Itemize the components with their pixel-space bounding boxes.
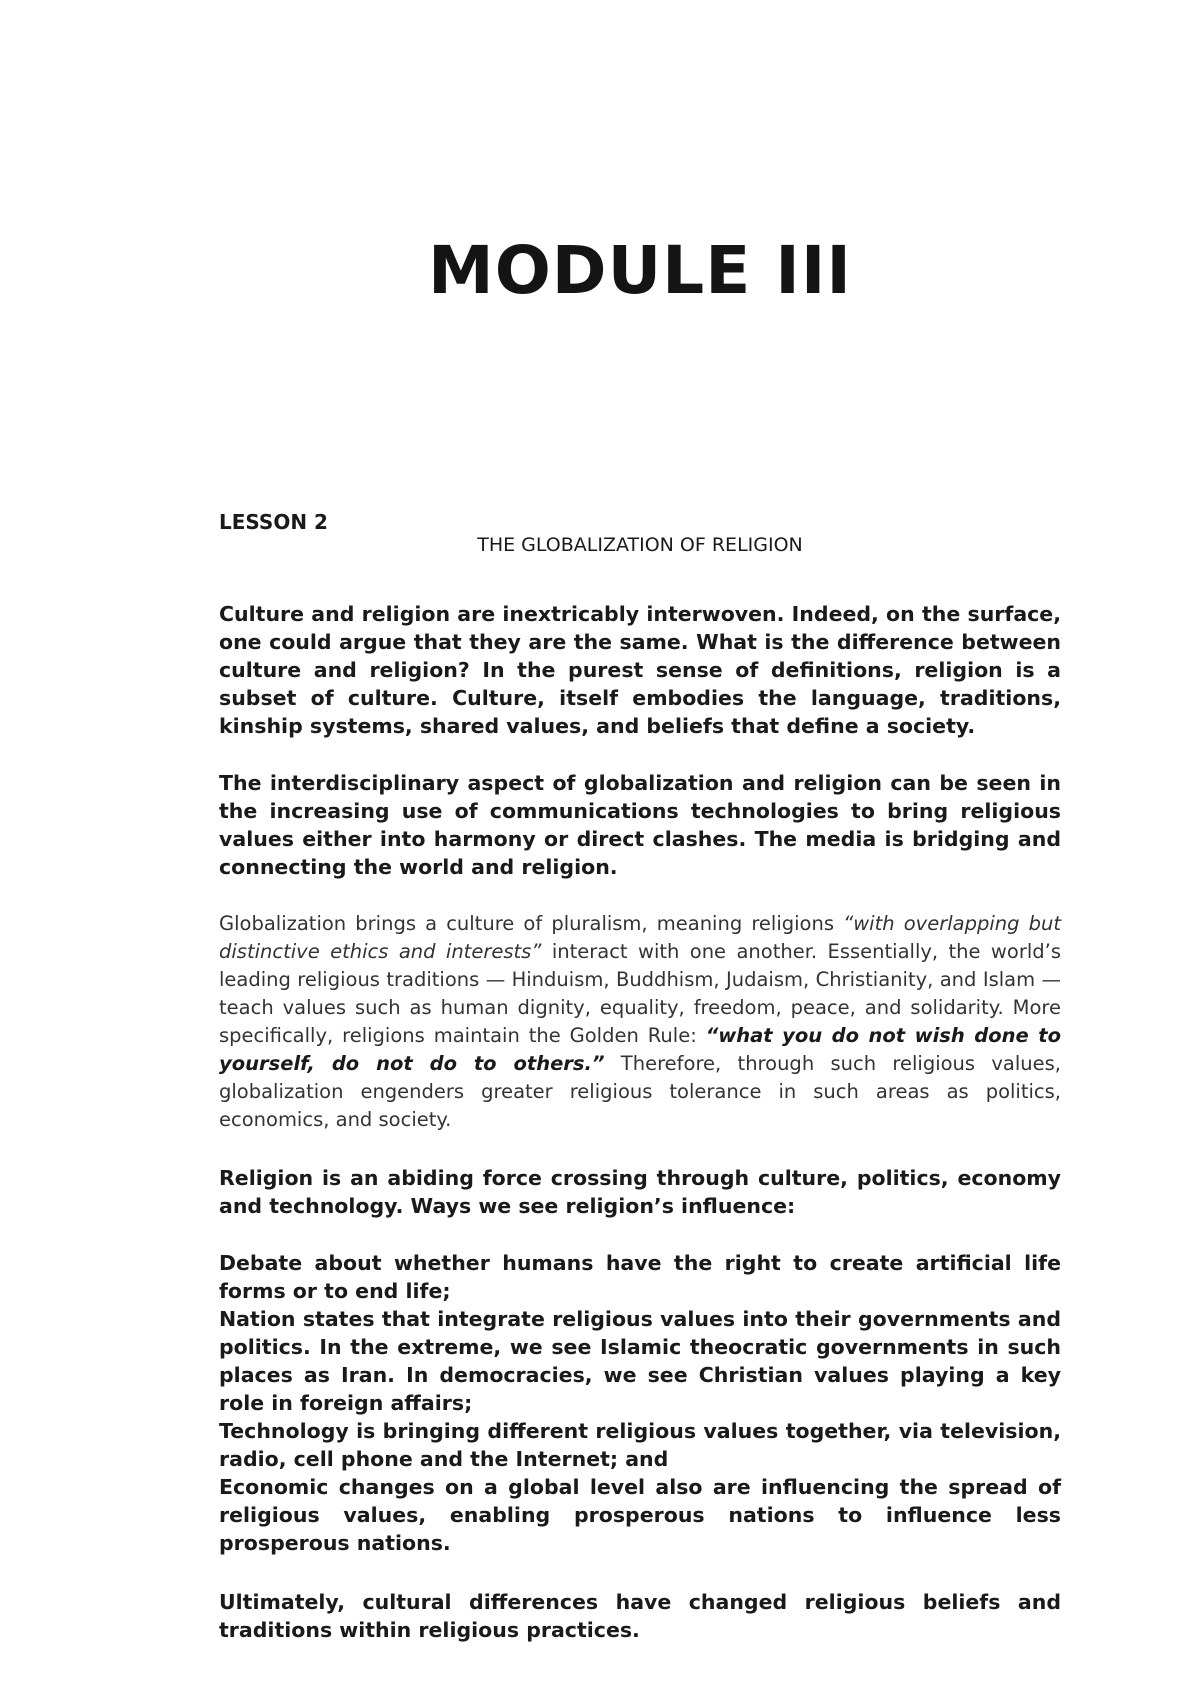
lesson-title: THE GLOBALIZATION OF RELIGION bbox=[477, 534, 803, 556]
list-item: Debate about whether humans have the right to create artificial life forms or to end life; bbox=[219, 1251, 1061, 1303]
paragraph-religion-force: Religion is an abiding force crossing through culture, politics, economy and technology. Ways we see religion’s influence: bbox=[219, 1166, 1061, 1218]
paragraph-interdisciplinary: The interdisciplinary aspect of globalization and religion can be seen in the increasing use of communications technologies to bring religious values either into harmony or direct clashes. The media is bridging and connecting the world and religion. bbox=[219, 771, 1061, 879]
influence-list bbox=[219, 1249, 1061, 1557]
list-item: Technology is bringing different religious values together, via television, radio, cell phone and the Internet; and bbox=[219, 1419, 1061, 1471]
list-item: Economic changes on a global level also are influencing the spread of religious values, enabling prosperous nations to influence less prosperous nations. bbox=[219, 1475, 1061, 1555]
paragraph-conclusion: Ultimately, cultural differences have changed religious beliefs and traditions within religious practices. bbox=[219, 1590, 1061, 1642]
pluralism-quote: “with overlapping but distinctive ethics and interests” bbox=[219, 912, 1061, 963]
module-title: MODULE III bbox=[428, 232, 852, 309]
lesson-label: LESSON 2 bbox=[219, 510, 328, 534]
paragraph-pluralism bbox=[219, 910, 1061, 1134]
paragraph-culture-religion: Culture and religion are inextricably interwoven. Indeed, on the surface, one could argue that they are the same. What is the difference between culture and religion? In the purest sense of definitions, religion is a subset of culture. Culture, itself embodies the language, traditions, kinship systems, shared values, and beliefs that define a society. bbox=[219, 602, 1061, 738]
pluralism-text-2: interact with one another. Essentially, the world’s leading religious traditions — Hinduism, Buddhism, Judaism, Christianity, and Islam — teach values such as human dignity, equality, freedom, peace, and solidarity. More specifically, religions maintain the Golden Rule: bbox=[219, 940, 1061, 1047]
golden-rule-quote: “what you do not wish done to yourself, do not do to others.” bbox=[219, 1024, 1061, 1075]
pluralism-text-1: Globalization brings a culture of pluralism, meaning religions bbox=[219, 912, 844, 935]
pluralism-text-3: Therefore, through such religious values, globalization engenders greater religious tolerance in such areas as politics, economics, and society. bbox=[219, 1052, 1061, 1131]
list-item: Nation states that integrate religious values into their governments and politics. In the extreme, we see Islamic theocratic governments in such places as Iran. In democracies, we see Christian values playing a key role in foreign affairs; bbox=[219, 1307, 1061, 1415]
